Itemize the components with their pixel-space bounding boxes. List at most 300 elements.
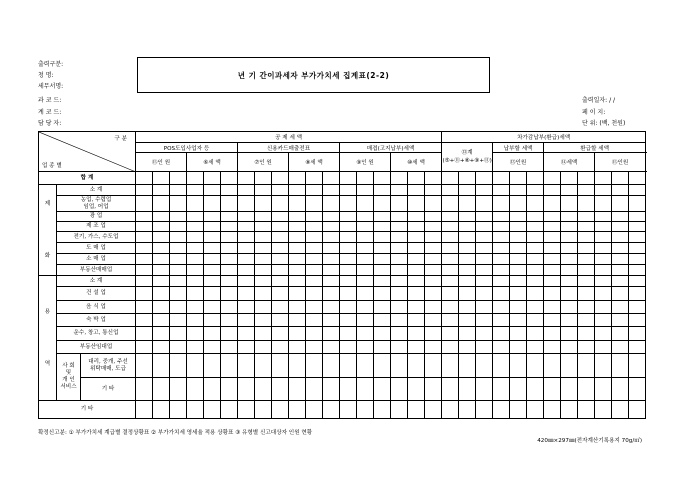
- value-cell: [493, 327, 510, 341]
- value-cell: [170, 327, 187, 341]
- value-cell: [527, 254, 544, 265]
- value-cell: [527, 287, 544, 301]
- table-row: [39, 254, 646, 265]
- value-cell: [255, 212, 272, 222]
- value-cell: [170, 254, 187, 265]
- value-cell: [357, 287, 374, 301]
- value-cell: [544, 354, 561, 378]
- value-cell: [408, 232, 425, 243]
- value-cell: [170, 301, 187, 314]
- value-cell: [272, 378, 289, 401]
- value-cell: [255, 265, 272, 276]
- value-cell: [170, 287, 187, 301]
- value-cell: [238, 265, 255, 276]
- value-cell: [255, 196, 272, 212]
- table-row: [39, 172, 646, 185]
- value-cell: [442, 301, 459, 314]
- value-cell: [612, 212, 629, 222]
- value-cell: [595, 354, 612, 378]
- value-cell: [391, 222, 408, 232]
- value-cell: [272, 265, 289, 276]
- value-cell: [493, 212, 510, 222]
- value-cell: [306, 265, 323, 276]
- value-cell: [459, 254, 476, 265]
- row-label: 부동산임대업: [57, 341, 136, 354]
- value-cell: [340, 354, 357, 378]
- table-row: [39, 301, 646, 314]
- value-cell: [170, 243, 187, 254]
- label-output-type: 출력구분:: [38, 61, 64, 68]
- value-cell: [527, 327, 544, 341]
- value-cell: [476, 401, 493, 419]
- value-cell: [306, 172, 323, 185]
- section-side-label: 제 화: [39, 185, 57, 276]
- value-cell: [136, 327, 153, 341]
- col-label-2: ⑦인 원: [238, 153, 289, 172]
- value-cell: [442, 185, 459, 196]
- value-cell: [153, 314, 170, 327]
- value-cell: [408, 196, 425, 212]
- value-cell: [595, 265, 612, 276]
- value-cell: [153, 254, 170, 265]
- value-cell: [272, 232, 289, 243]
- value-cell: [391, 287, 408, 301]
- value-cell: [493, 222, 510, 232]
- value-cell: [425, 341, 442, 354]
- value-cell: [595, 276, 612, 287]
- value-cell: [153, 232, 170, 243]
- value-cell: [459, 232, 476, 243]
- value-cell: [578, 232, 595, 243]
- value-cell: [510, 354, 527, 378]
- row-label: 광 업: [57, 212, 136, 222]
- value-cell: [459, 301, 476, 314]
- value-cell: [629, 378, 646, 401]
- value-cell: [544, 314, 561, 327]
- value-cell: [306, 327, 323, 341]
- value-cell: [391, 378, 408, 401]
- value-cell: [136, 212, 153, 222]
- value-cell: [238, 243, 255, 254]
- value-cell: [493, 254, 510, 265]
- value-cell: [136, 222, 153, 232]
- value-cell: [340, 232, 357, 243]
- value-cell: [289, 243, 306, 254]
- value-cell: [612, 401, 629, 419]
- value-cell: [561, 287, 578, 301]
- value-cell: [204, 172, 221, 185]
- label-unit-code: 계 코 드:: [38, 109, 62, 116]
- value-cell: [357, 254, 374, 265]
- value-cell: [391, 185, 408, 196]
- value-cell: [221, 354, 238, 378]
- value-cell: [357, 401, 374, 419]
- value-cell: [527, 172, 544, 185]
- value-cell: [289, 354, 306, 378]
- value-cell: [612, 243, 629, 254]
- row-label: 소 계: [57, 185, 136, 196]
- value-cell: [204, 301, 221, 314]
- value-cell: [374, 354, 391, 378]
- value-cell: [187, 276, 204, 287]
- row-label: 운수, 창고, 통신업: [57, 327, 136, 341]
- value-cell: [221, 276, 238, 287]
- value-cell: [476, 243, 493, 254]
- value-cell: [476, 287, 493, 301]
- value-cell: [357, 341, 374, 354]
- value-cell: [136, 265, 153, 276]
- value-cell: [187, 243, 204, 254]
- value-cell: [187, 301, 204, 314]
- value-cell: [476, 196, 493, 212]
- row-label: 부동산매매업: [57, 265, 136, 276]
- value-cell: [323, 243, 340, 254]
- value-cell: [510, 243, 527, 254]
- value-cell: [476, 172, 493, 185]
- value-cell: [408, 265, 425, 276]
- value-cell: [153, 341, 170, 354]
- value-cell: [374, 341, 391, 354]
- value-cell: [391, 276, 408, 287]
- value-cell: [289, 196, 306, 212]
- value-cell: [527, 401, 544, 419]
- value-cell: [459, 172, 476, 185]
- value-cell: [170, 276, 187, 287]
- value-cell: [408, 378, 425, 401]
- value-cell: [153, 276, 170, 287]
- value-cell: [425, 196, 442, 212]
- value-cell: [476, 212, 493, 222]
- value-cell: [306, 212, 323, 222]
- table-row: [39, 265, 646, 276]
- value-cell: [153, 185, 170, 196]
- value-cell: [272, 185, 289, 196]
- value-cell: [493, 401, 510, 419]
- row-label: 숙 박 업: [57, 314, 136, 327]
- value-cell: [272, 212, 289, 222]
- value-cell: [204, 212, 221, 222]
- value-cell: [578, 301, 595, 314]
- value-cell: [289, 254, 306, 265]
- value-cell: [595, 327, 612, 341]
- value-cell: [612, 341, 629, 354]
- value-cell: [187, 185, 204, 196]
- value-cell: [527, 276, 544, 287]
- value-cell: [187, 265, 204, 276]
- value-cell: [544, 378, 561, 401]
- value-cell: [136, 354, 153, 378]
- row-label: 전기, 가스, 수도업: [57, 232, 136, 243]
- value-cell: [476, 222, 493, 232]
- value-cell: [442, 265, 459, 276]
- value-cell: [374, 212, 391, 222]
- value-cell: [238, 354, 255, 378]
- value-cell: [204, 327, 221, 341]
- value-cell: [272, 354, 289, 378]
- value-cell: [204, 243, 221, 254]
- value-cell: [357, 232, 374, 243]
- value-cell: [357, 327, 374, 341]
- value-cell: [221, 196, 238, 212]
- value-cell: [493, 378, 510, 401]
- value-cell: [510, 378, 527, 401]
- value-cell: [629, 265, 646, 276]
- value-cell: [204, 354, 221, 378]
- value-cell: [510, 185, 527, 196]
- value-cell: [204, 401, 221, 419]
- corner-bottom-label: 업 종 별: [42, 163, 62, 169]
- value-cell: [629, 212, 646, 222]
- value-cell: [544, 232, 561, 243]
- value-cell: [578, 314, 595, 327]
- value-cell: [476, 232, 493, 243]
- value-cell: [408, 314, 425, 327]
- value-cell: [204, 232, 221, 243]
- value-cell: [238, 196, 255, 212]
- value-cell: [170, 222, 187, 232]
- value-cell: [357, 314, 374, 327]
- value-cell: [510, 401, 527, 419]
- value-cell: [255, 254, 272, 265]
- value-cell: [255, 222, 272, 232]
- value-cell: [289, 232, 306, 243]
- value-cell: [510, 287, 527, 301]
- value-cell: [221, 222, 238, 232]
- value-cell: [272, 341, 289, 354]
- value-cell: [374, 232, 391, 243]
- value-cell: [391, 172, 408, 185]
- value-cell: [391, 327, 408, 341]
- value-cell: [153, 378, 170, 401]
- value-cell: [238, 172, 255, 185]
- value-cell: [595, 172, 612, 185]
- value-cell: [408, 287, 425, 301]
- value-cell: [136, 378, 153, 401]
- value-cell: [425, 378, 442, 401]
- value-cell: [204, 222, 221, 232]
- value-cell: [493, 172, 510, 185]
- table-row: [39, 222, 646, 232]
- value-cell: [340, 276, 357, 287]
- value-cell: [442, 314, 459, 327]
- value-cell: [221, 172, 238, 185]
- table-row: [39, 314, 646, 327]
- value-cell: [544, 185, 561, 196]
- value-cell: [561, 222, 578, 232]
- value-cell: [425, 172, 442, 185]
- value-cell: [578, 327, 595, 341]
- value-cell: [527, 265, 544, 276]
- value-cell: [408, 212, 425, 222]
- value-cell: [425, 212, 442, 222]
- value-cell: [544, 265, 561, 276]
- value-cell: [595, 314, 612, 327]
- table-row: [39, 232, 646, 243]
- value-cell: [391, 301, 408, 314]
- value-cell: [510, 254, 527, 265]
- value-cell: [272, 287, 289, 301]
- value-cell: [544, 222, 561, 232]
- value-cell: [510, 196, 527, 212]
- value-cell: [459, 327, 476, 341]
- value-cell: [238, 287, 255, 301]
- value-cell: [170, 378, 187, 401]
- value-cell: [306, 341, 323, 354]
- value-cell: [442, 222, 459, 232]
- value-cell: [442, 172, 459, 185]
- value-cell: [221, 401, 238, 419]
- value-cell: [170, 265, 187, 276]
- value-cell: [289, 327, 306, 341]
- value-cell: [340, 254, 357, 265]
- value-cell: [408, 222, 425, 232]
- value-cell: [527, 301, 544, 314]
- value-cell: [493, 185, 510, 196]
- value-cell: [255, 232, 272, 243]
- value-cell: [544, 212, 561, 222]
- value-cell: [612, 232, 629, 243]
- value-cell: [289, 265, 306, 276]
- value-cell: [187, 378, 204, 401]
- value-cell: [374, 378, 391, 401]
- value-cell: [136, 341, 153, 354]
- value-cell: [595, 287, 612, 301]
- value-cell: [340, 378, 357, 401]
- value-cell: [306, 354, 323, 378]
- value-cell: [510, 265, 527, 276]
- value-cell: [272, 196, 289, 212]
- value-cell: [442, 276, 459, 287]
- value-cell: [374, 287, 391, 301]
- value-cell: [153, 327, 170, 341]
- value-cell: [527, 243, 544, 254]
- value-cell: [510, 172, 527, 185]
- section-side-label: 용 역: [39, 276, 57, 401]
- value-cell: [510, 212, 527, 222]
- value-cell: [374, 172, 391, 185]
- value-cell: [476, 354, 493, 378]
- value-cell: [306, 314, 323, 327]
- value-cell: [289, 287, 306, 301]
- value-cell: [255, 401, 272, 419]
- value-cell: [561, 401, 578, 419]
- value-cell: [391, 243, 408, 254]
- value-cell: [408, 341, 425, 354]
- value-cell: [238, 314, 255, 327]
- corner-top-label: 구 분: [114, 136, 128, 142]
- value-cell: [561, 276, 578, 287]
- value-cell: [323, 265, 340, 276]
- value-cell: [187, 327, 204, 341]
- value-cell: [544, 196, 561, 212]
- value-cell: [221, 212, 238, 222]
- value-cell: [340, 301, 357, 314]
- value-cell: [374, 314, 391, 327]
- value-cell: [578, 354, 595, 378]
- value-cell: [595, 196, 612, 212]
- value-cell: [595, 341, 612, 354]
- value-cell: [425, 401, 442, 419]
- value-cell: [323, 172, 340, 185]
- value-cell: [340, 265, 357, 276]
- value-cell: [170, 196, 187, 212]
- value-cell: [561, 196, 578, 212]
- table-row: [39, 212, 646, 222]
- value-cell: [272, 222, 289, 232]
- value-cell: [425, 265, 442, 276]
- value-cell: [357, 212, 374, 222]
- value-cell: [612, 354, 629, 378]
- value-cell: [612, 254, 629, 265]
- value-cell: [357, 185, 374, 196]
- row-label: 기 타: [81, 378, 136, 401]
- label-tax-office: 세무서명:: [38, 83, 64, 90]
- value-cell: [374, 222, 391, 232]
- value-cell: [306, 185, 323, 196]
- value-cell: [238, 327, 255, 341]
- value-cell: [357, 354, 374, 378]
- row-label: 소 계: [57, 276, 136, 287]
- value-cell: [561, 327, 578, 341]
- value-cell: [459, 276, 476, 287]
- value-cell: [561, 232, 578, 243]
- value-cell: [340, 243, 357, 254]
- value-cell: [391, 196, 408, 212]
- col-label-1: ⑥세 액: [187, 153, 238, 172]
- value-cell: [374, 301, 391, 314]
- value-cell: [255, 301, 272, 314]
- value-cell: [510, 222, 527, 232]
- value-cell: [476, 314, 493, 327]
- value-cell: [442, 401, 459, 419]
- value-cell: [459, 265, 476, 276]
- value-cell: [272, 172, 289, 185]
- col-label-6: ⑬인원: [493, 153, 544, 172]
- value-cell: [527, 222, 544, 232]
- value-cell: [374, 243, 391, 254]
- value-cell: [544, 276, 561, 287]
- table-row: [39, 196, 646, 212]
- row-label: 농업, 수렵업 임업, 어업: [57, 196, 136, 212]
- value-cell: [425, 185, 442, 196]
- value-cell: [595, 401, 612, 419]
- value-cell: [204, 341, 221, 354]
- value-cell: [306, 254, 323, 265]
- value-cell: [306, 301, 323, 314]
- value-cell: [425, 354, 442, 378]
- value-cell: [493, 265, 510, 276]
- value-cell: [306, 401, 323, 419]
- value-cell: [340, 341, 357, 354]
- value-cell: [272, 301, 289, 314]
- value-cell: [136, 243, 153, 254]
- value-cell: [595, 232, 612, 243]
- value-cell: [255, 243, 272, 254]
- value-cell: [629, 196, 646, 212]
- value-cell: [510, 341, 527, 354]
- value-cell: [289, 401, 306, 419]
- row-label: 소 매 업: [57, 254, 136, 265]
- value-cell: [629, 341, 646, 354]
- label-unit: 단 위: (백, 천원): [582, 120, 626, 127]
- value-cell: [340, 172, 357, 185]
- value-cell: [493, 276, 510, 287]
- value-cell: [578, 196, 595, 212]
- service-label: 사 회 및 개 인 서비스: [57, 354, 81, 401]
- value-cell: [544, 401, 561, 419]
- value-cell: [323, 222, 340, 232]
- value-cell: [153, 401, 170, 419]
